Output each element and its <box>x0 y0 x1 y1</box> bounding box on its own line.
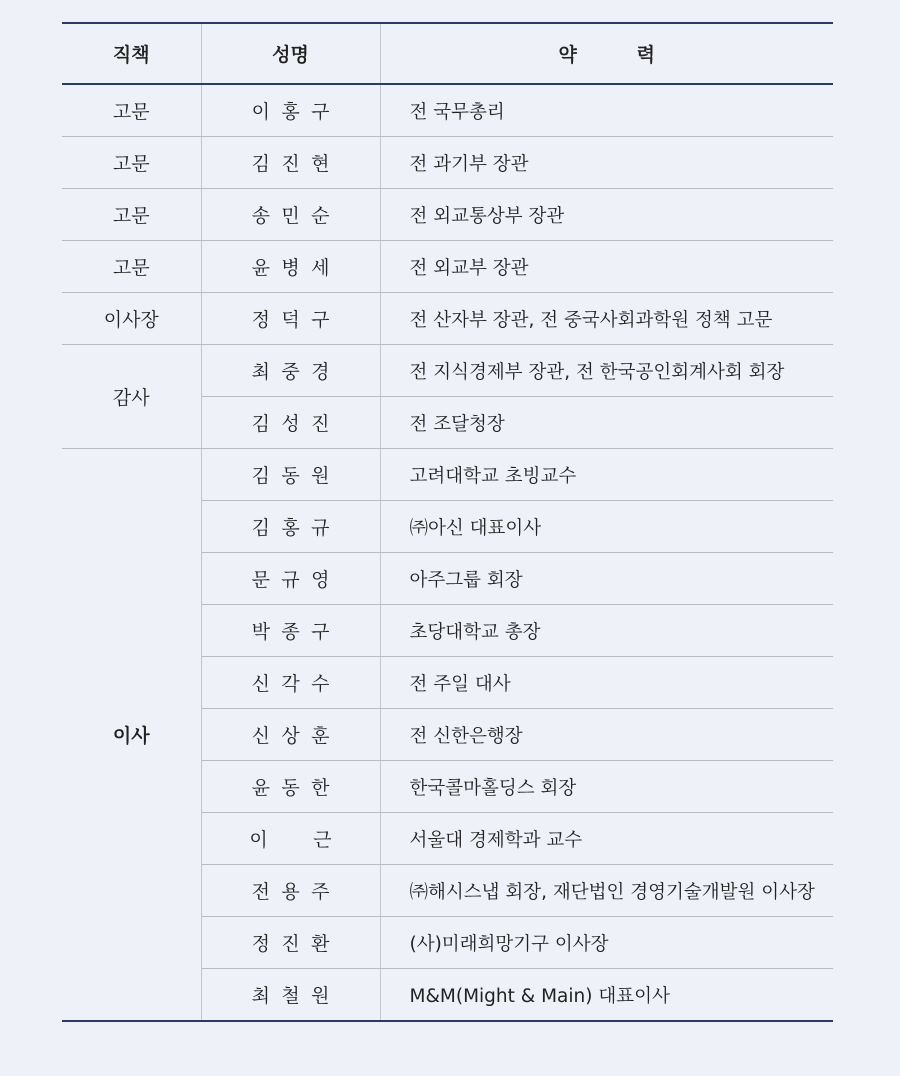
career-cell: 전 신한은행장 <box>380 709 833 761</box>
career-cell: 한국콜마홀딩스 회장 <box>380 761 833 813</box>
name-cell: 김동원 <box>201 449 380 501</box>
position-cell-auditor: 감사 <box>62 345 201 449</box>
name-cell: 이홍구 <box>201 84 380 137</box>
career-cell: 아주그룹 회장 <box>380 553 833 605</box>
name-cell: 신상훈 <box>201 709 380 761</box>
career-cell: 초당대학교 총장 <box>380 605 833 657</box>
header-position: 직책 <box>62 23 201 84</box>
name-cell: 정덕구 <box>201 293 380 345</box>
name-cell: 이근 <box>201 813 380 865</box>
table-row <box>62 189 833 241</box>
table-row <box>62 241 833 293</box>
career-cell: 전 외교부 장관 <box>380 241 833 293</box>
career-cell: 전 과기부 장관 <box>380 137 833 189</box>
position-cell: 고문 <box>62 84 201 137</box>
header-name: 성명 <box>201 23 380 84</box>
career-cell: 전 외교통상부 장관 <box>380 189 833 241</box>
table-row <box>62 293 833 345</box>
name-cell: 박종구 <box>201 605 380 657</box>
career-cell: 전 조달청장 <box>380 397 833 449</box>
career-cell: 전 지식경제부 장관, 전 한국공인회계사회 회장 <box>380 345 833 397</box>
name-cell: 문규영 <box>201 553 380 605</box>
career-cell: ㈜해시스냅 회장, 재단법인 경영기술개발원 이사장 <box>380 865 833 917</box>
board-members-table-wrapper <box>62 22 833 1022</box>
position-cell: 고문 <box>62 137 201 189</box>
position-cell: 이사장 <box>62 293 201 345</box>
table-row <box>62 449 833 501</box>
name-cell: 최중경 <box>201 345 380 397</box>
name-cell: 정진환 <box>201 917 380 969</box>
career-cell: (사)미래희망기구 이사장 <box>380 917 833 969</box>
career-cell: 전 주일 대사 <box>380 657 833 709</box>
position-cell: 고문 <box>62 241 201 293</box>
position-cell-director: 이사 <box>62 449 201 1022</box>
name-cell: 전용주 <box>201 865 380 917</box>
header-career: 약 력 <box>380 23 833 84</box>
name-cell: 윤동한 <box>201 761 380 813</box>
career-cell: ㈜아신 대표이사 <box>380 501 833 553</box>
table-row <box>62 137 833 189</box>
career-cell: 서울대 경제학과 교수 <box>380 813 833 865</box>
position-cell: 고문 <box>62 189 201 241</box>
name-cell: 송민순 <box>201 189 380 241</box>
table-row <box>62 84 833 137</box>
career-cell: 전 국무총리 <box>380 84 833 137</box>
table-row <box>62 345 833 397</box>
table-header-row <box>62 23 833 84</box>
name-cell: 김진현 <box>201 137 380 189</box>
name-cell: 김성진 <box>201 397 380 449</box>
name-cell: 김홍규 <box>201 501 380 553</box>
career-cell: 전 산자부 장관, 전 중국사회과학원 정책 고문 <box>380 293 833 345</box>
name-cell: 최철원 <box>201 969 380 1022</box>
name-cell: 신각수 <box>201 657 380 709</box>
board-members-table <box>62 22 833 1022</box>
name-cell: 윤병세 <box>201 241 380 293</box>
career-cell: 고려대학교 초빙교수 <box>380 449 833 501</box>
career-cell: M&M(Might & Main) 대표이사 <box>409 985 670 1007</box>
